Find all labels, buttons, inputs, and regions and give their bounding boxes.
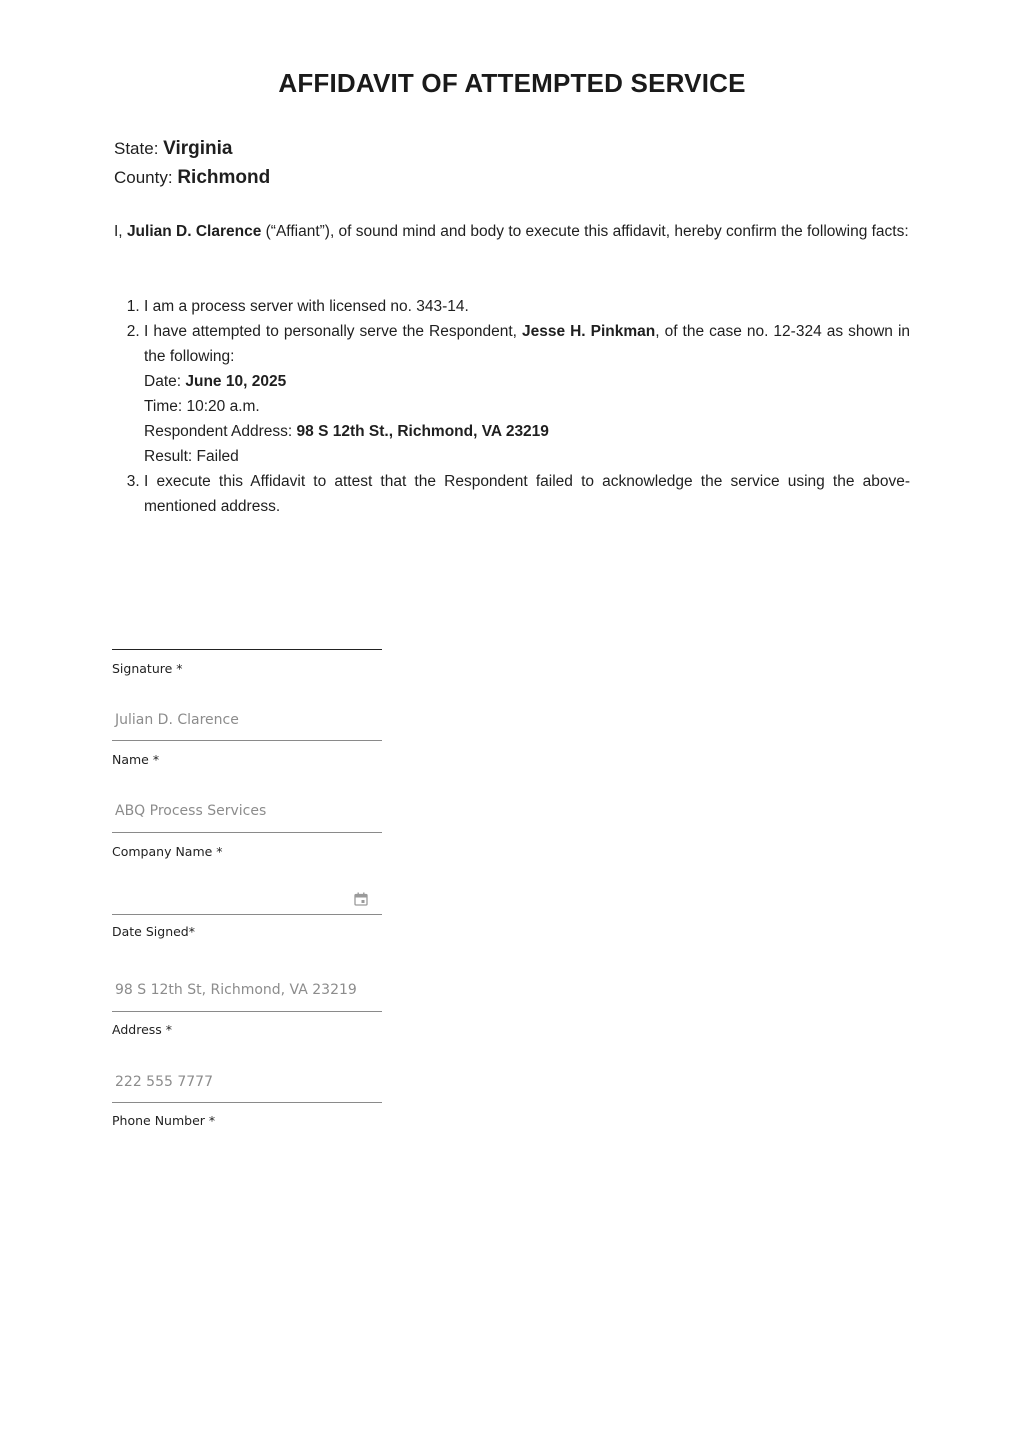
company-name-label: Company Name * [112,844,223,859]
signature-label: Signature * [112,661,183,676]
county-label: County: [114,168,173,187]
service-time-line: Time: 10:20 a.m. [144,398,260,415]
signature-input[interactable] [115,624,375,646]
name-field[interactable] [112,710,382,772]
date-signed-field[interactable] [112,885,382,945]
state-line [114,138,233,160]
state-value: Virginia [163,138,233,159]
intro-prefix: I, [114,223,123,240]
name-label: Name * [112,752,160,767]
phone-number-label: Phone Number * [112,1113,216,1128]
fact-item-2-prefix: I have attempted to personally serve the Respondent, [144,323,517,340]
document-title: AFFIDAVIT OF ATTEMPTED SERVICE [278,68,746,98]
phone-number-input[interactable]: 222 555 7777 [115,1074,213,1090]
calendar-icon[interactable] [354,892,368,906]
address-underline [112,1011,382,1012]
respondent-address-label: Respondent Address: [144,423,293,440]
phone-number-field[interactable] [112,1072,382,1134]
service-result-line: Result: Failed [144,448,239,465]
respondent-address-line [144,419,910,444]
intro-paragraph [114,219,910,244]
signature-line [112,649,382,650]
address-label: Address * [112,1022,173,1037]
service-date-line [144,369,910,394]
phone-number-underline [112,1102,382,1103]
company-name-underline [112,832,382,833]
company-name-field[interactable] [112,801,382,863]
fact-item-1 [144,294,910,319]
date-signed-label: Date Signed* [112,924,195,939]
fact-item-2-suffix: , of the case no. 12-324 as shown in the following: [144,323,911,365]
name-underline [112,740,382,741]
name-input[interactable]: Julian D. Clarence [115,712,239,728]
respondent-name: Jesse H. Pinkman [521,323,656,340]
fact-item-3-text: I execute this Affidavit to attest that the Respondent failed to acknowledge the service using the above-mentioned address. [144,473,910,515]
state-label: State: [114,139,159,158]
respondent-address-value: 98 S 12th St., Richmond, VA 23219 [296,423,549,440]
fact-item-1-text: I am a process server with licensed no. 343-14. [144,298,469,315]
service-date-value: June 10, 2025 [185,373,287,390]
date-signed-input[interactable] [115,889,345,909]
service-date-label: Date: [144,373,182,390]
county-value: Richmond [177,167,271,188]
address-field[interactable] [112,980,382,1042]
address-input[interactable]: 98 S 12th St, Richmond, VA 23219 [115,982,357,998]
date-signed-underline [112,914,382,915]
intro-suffix: (“Affiant”), of sound mind and body to execute this affidavit, hereby confirm the following facts: [265,223,909,240]
company-name-input[interactable]: ABQ Process Services [115,803,267,819]
affiant-name: Julian D. Clarence [126,223,262,240]
facts-list [114,294,910,519]
fact-item-3 [144,469,910,519]
fact-item-2 [144,319,910,469]
signature-field[interactable] [112,620,382,680]
county-line [114,167,270,189]
